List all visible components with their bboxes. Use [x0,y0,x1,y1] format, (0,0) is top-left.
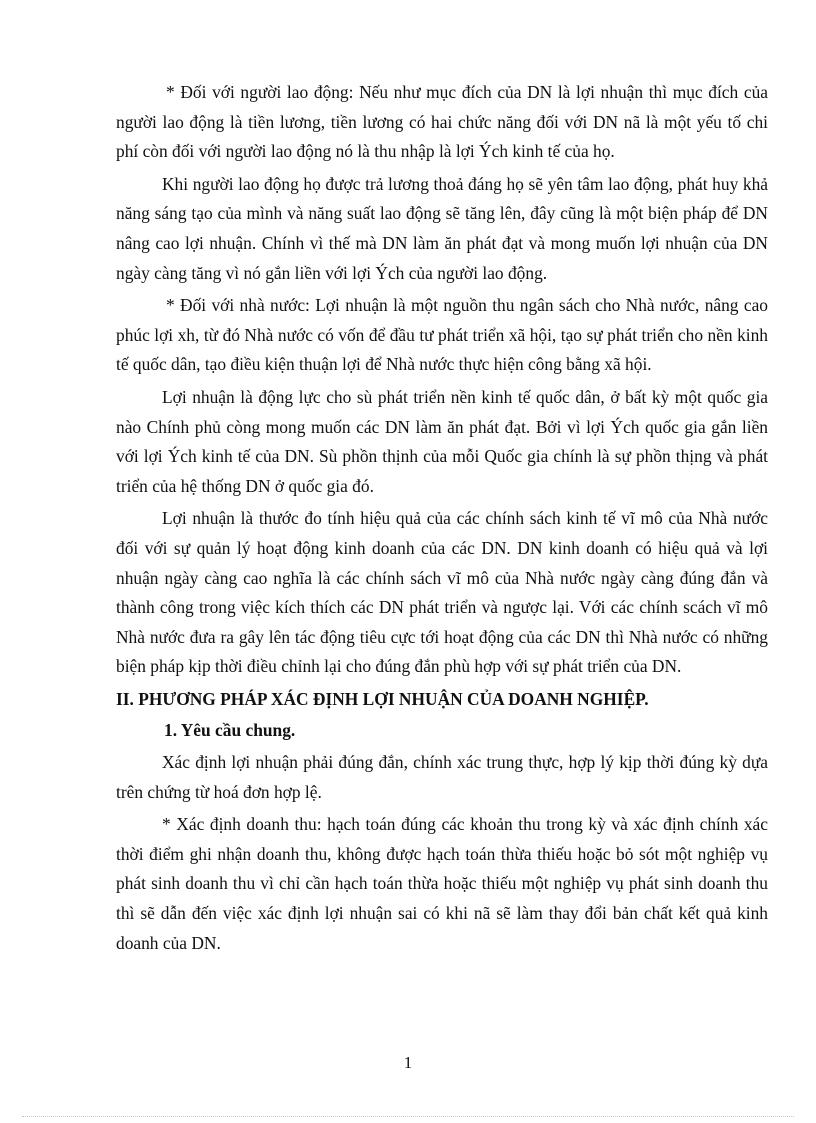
paragraph-policy-measure: Lợi nhuận là thước đo tính hiệu quả của các chính sách kinh tế vĩ mô của Nhà nước đối với sự quản lý hoạt động kinh doanh của các DN. DN kinh doanh có hiệu quả và lợi nhuận ngày càng cao nghĩa là các chính sách vĩ mô của Nhà nước ngày càng đúng đắn và thành công trong việc kích thích các DN phát triển và ngược lại. Với các chính scách vĩ mô Nhà nước đưa ra gây lên tác động tiêu cực tới hoạt động của các DN thì Nhà nước có những biện pháp kịp thời điều chỉnh lại cho đúng đắn phù hợp với sự phát triển của DN. [116,508,768,677]
page-number: 1 [403,1053,413,1072]
document-page [116,78,768,961]
page-bottom-divider [22,1116,794,1117]
paragraph-revenue-determination: * Xác định doanh thu: hạch toán đúng các khoản thu trong kỳ và xác định chính xác thời điểm ghi nhận doanh thu, không được hạch toán thừa thiếu hoặc bỏ sót một nghiệp vụ phát sinh doanh thu vì chỉ cần hạch toán thừa hoặc thiếu một nghiệp vụ phát sinh doanh thu thì sẽ dẫn đến việc xác định lợi nhuận sai có khi nã sẽ làm thay đổi bản chất kết quả kinh doanh của DN. [116,814,768,953]
paragraph-wage-motivation: Khi người lao động họ được trả lương thoả đáng họ sẽ yên tâm lao động, phát huy khả năng sáng tạo của mình và năng suất lao động sẽ tăng lên, đây cũng là một biện pháp để DN nâng cao lợi nhuận. Chính vì thế mà DN làm ăn phát đạt và mong muốn lợi nhuận của DN ngày càng tăng vì nó gắn liền với lợi Ých của người lao động. [116,173,768,283]
section-heading: II. PHƯƠNG PHÁP XÁC ĐỊNH LỢI NHUẬN CỦA DOANH NGHIỆP. [116,688,649,709]
paragraph-economic-driver: Lợi nhuận là động lực cho sù phát triển nền kinh tế quốc dân, ở bất kỳ một quốc gia nào Chính phủ còng mong muốn các DN làm ăn phát đạt. Bởi vì lợi Ých quốc gia gắn liền với lợi Ých kinh tế của DN. Sù phồn thịnh của mỗi Quốc gia chính là sự phồn thịng và phát triển của hệ thống DN ở quốc gia đó. [116,386,768,496]
paragraph-state-benefit: * Đối với nhà nước: Lợi nhuận là một nguồn thu ngân sách cho Nhà nước, nâng cao phúc lợi xh, từ đó Nhà nước có vốn để đầu tư phát triển xã hội, tạo sự phát triển cho nền kinh tế quốc dân, tạo điều kiện thuận lợi để Nhà nước thực hiện công bằng xã hội. [116,295,768,375]
paragraph-general-requirement: Xác định lợi nhuận phải đúng đắn, chính xác trung thực, hợp lý kịp thời đúng kỳ dựa trên chứng từ hoá đơn hợp lệ. [116,752,768,802]
subsection-heading: 1. Yêu cầu chung. [164,720,296,741]
paragraph-worker-benefit: * Đối với người lao động: Nếu như mục đích của DN là lợi nhuận thì mục đích của người lao động là tiền lương, tiền lương có hai chức năng đối với DN nã là một yếu tố chi phí còn đối với người lao động nó là thu nhập là lợi Ých kinh tế của họ. [116,82,768,162]
